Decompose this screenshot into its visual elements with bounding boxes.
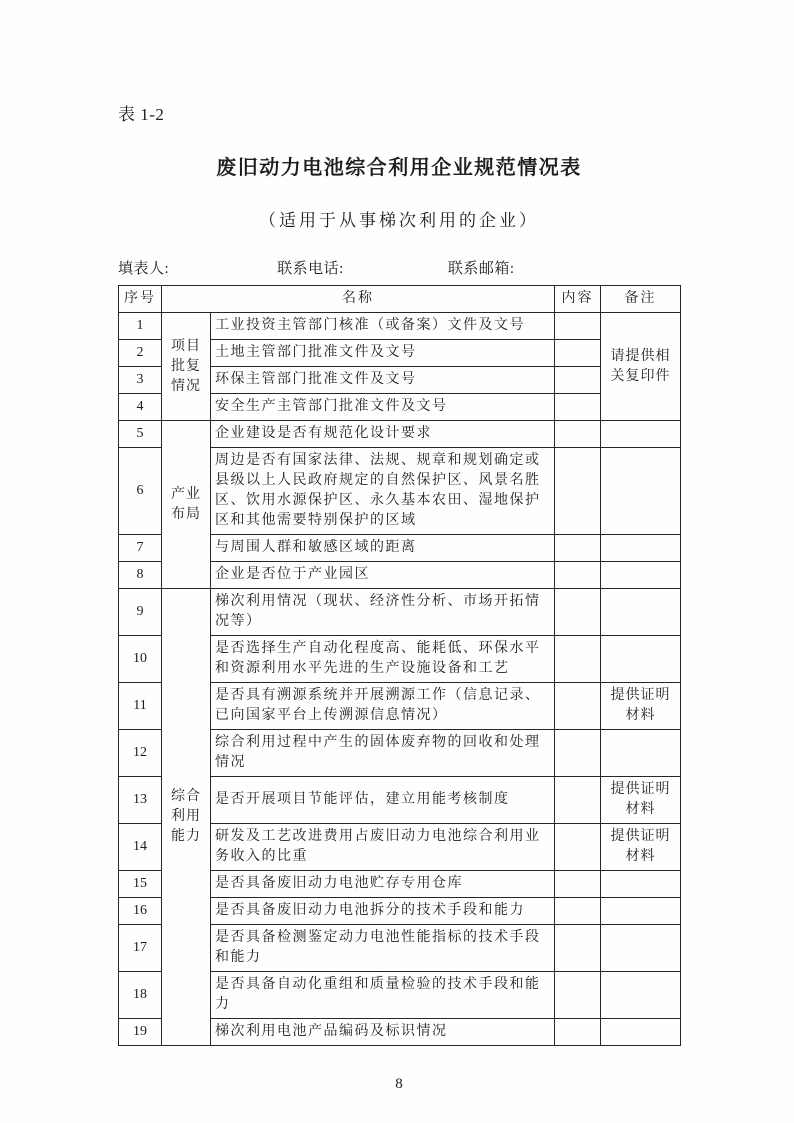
content-cell <box>555 535 601 562</box>
content-cell <box>555 313 601 340</box>
row-index: 15 <box>119 871 162 898</box>
row-index: 6 <box>119 448 162 535</box>
row-index: 7 <box>119 535 162 562</box>
name-cell: 是否具备检测鉴定动力电池性能指标的技术手段和能力 <box>211 925 555 972</box>
row-index: 8 <box>119 562 162 589</box>
content-cell <box>555 730 601 777</box>
name-cell: 周边是否有国家法律、法规、规章和规划确定或县级以上人民政府规定的自然保护区、风景名胜区、饮用水源保护区、永久基本农田、湿地保护区和其他需要特别保护的区域 <box>211 448 555 535</box>
content-cell <box>555 683 601 730</box>
table-row <box>119 421 681 448</box>
row-index: 13 <box>119 777 162 824</box>
document-content <box>118 0 680 1093</box>
content-cell <box>555 394 601 421</box>
name-cell: 企业是否位于产业园区 <box>211 562 555 589</box>
table-row <box>119 589 681 636</box>
content-cell <box>555 925 601 972</box>
table-row <box>119 313 681 340</box>
form-fields-row <box>118 257 680 278</box>
content-cell <box>555 562 601 589</box>
row-index: 11 <box>119 683 162 730</box>
content-cell <box>555 871 601 898</box>
email-label: 联系邮箱: <box>447 261 515 277</box>
content-cell <box>555 1019 601 1046</box>
remark-cell-group: 请提供相关复印件 <box>601 313 681 421</box>
table-header-row <box>119 286 681 313</box>
content-cell <box>555 636 601 683</box>
content-cell <box>555 777 601 824</box>
row-index: 14 <box>119 824 162 871</box>
name-cell: 梯次利用电池产品编码及标识情况 <box>211 1019 555 1046</box>
content-cell <box>555 972 601 1019</box>
row-index: 19 <box>119 1019 162 1046</box>
content-cell <box>555 824 601 871</box>
row-index: 12 <box>119 730 162 777</box>
remark-cell <box>601 448 681 535</box>
remark-cell: 提供证明材料 <box>601 777 681 824</box>
header-index: 序号 <box>119 286 162 313</box>
filler-label: 填表人: <box>118 261 170 277</box>
phone-label: 联系电话: <box>277 261 344 277</box>
standard-status-table <box>118 285 681 1046</box>
page-number: 8 <box>395 1076 403 1092</box>
row-index: 18 <box>119 972 162 1019</box>
table-label: 表 1-2 <box>118 105 165 124</box>
name-cell: 是否具备废旧动力电池拆分的技术手段和能力 <box>211 898 555 925</box>
name-cell: 是否具备自动化重组和质量检验的技术手段和能力 <box>211 972 555 1019</box>
name-cell: 环保主管部门批准文件及文号 <box>211 367 555 394</box>
header-name: 名称 <box>162 286 555 313</box>
content-cell <box>555 448 601 535</box>
name-cell: 工业投资主管部门核准（或备案）文件及文号 <box>211 313 555 340</box>
document-title: 废旧动力电池综合利用企业规范情况表 <box>216 157 582 179</box>
row-index: 10 <box>119 636 162 683</box>
header-content: 内容 <box>555 286 601 313</box>
name-cell: 与周围人群和敏感区域的距离 <box>211 535 555 562</box>
row-index: 9 <box>119 589 162 636</box>
category-cell-industry-layout: 产业布局 <box>162 421 211 589</box>
category-cell-project-approval: 项目批复情况 <box>162 313 211 421</box>
remark-cell <box>601 589 681 636</box>
row-index: 17 <box>119 925 162 972</box>
remark-cell <box>601 1019 681 1046</box>
remark-cell <box>601 898 681 925</box>
content-cell <box>555 421 601 448</box>
row-index: 2 <box>119 340 162 367</box>
remark-cell <box>601 636 681 683</box>
name-cell: 土地主管部门批准文件及文号 <box>211 340 555 367</box>
remark-cell <box>601 925 681 972</box>
content-cell <box>555 340 601 367</box>
name-cell: 是否开展项目节能评估，建立用能考核制度 <box>211 777 555 824</box>
document-subtitle: （适用于从事梯次利用的企业） <box>259 211 539 230</box>
name-cell: 研发及工艺改进费用占废旧动力电池综合利用业务收入的比重 <box>211 824 555 871</box>
header-remark: 备注 <box>601 286 681 313</box>
remark-cell <box>601 730 681 777</box>
remark-cell <box>601 421 681 448</box>
remark-cell: 提供证明材料 <box>601 824 681 871</box>
content-cell <box>555 898 601 925</box>
name-cell: 综合利用过程中产生的固体废弃物的回收和处理情况 <box>211 730 555 777</box>
name-cell: 安全生产主管部门批准文件及文号 <box>211 394 555 421</box>
row-index: 1 <box>119 313 162 340</box>
remark-cell <box>601 871 681 898</box>
name-cell: 梯次利用情况（现状、经济性分析、市场开拓情况等） <box>211 589 555 636</box>
content-cell <box>555 589 601 636</box>
category-cell-utilization-capability: 综合利用能力 <box>162 589 211 1046</box>
row-index: 3 <box>119 367 162 394</box>
row-index: 16 <box>119 898 162 925</box>
content-cell <box>555 367 601 394</box>
row-index: 4 <box>119 394 162 421</box>
name-cell: 企业建设是否有规范化设计要求 <box>211 421 555 448</box>
remark-cell <box>601 535 681 562</box>
name-cell: 是否具备废旧动力电池贮存专用仓库 <box>211 871 555 898</box>
remark-cell <box>601 562 681 589</box>
row-index: 5 <box>119 421 162 448</box>
remark-cell <box>601 972 681 1019</box>
name-cell: 是否选择生产自动化程度高、能耗低、环保水平和资源利用水平先进的生产设施设备和工艺 <box>211 636 555 683</box>
remark-cell: 提供证明材料 <box>601 683 681 730</box>
name-cell: 是否具有溯源系统并开展溯源工作（信息记录、已向国家平台上传溯源信息情况） <box>211 683 555 730</box>
